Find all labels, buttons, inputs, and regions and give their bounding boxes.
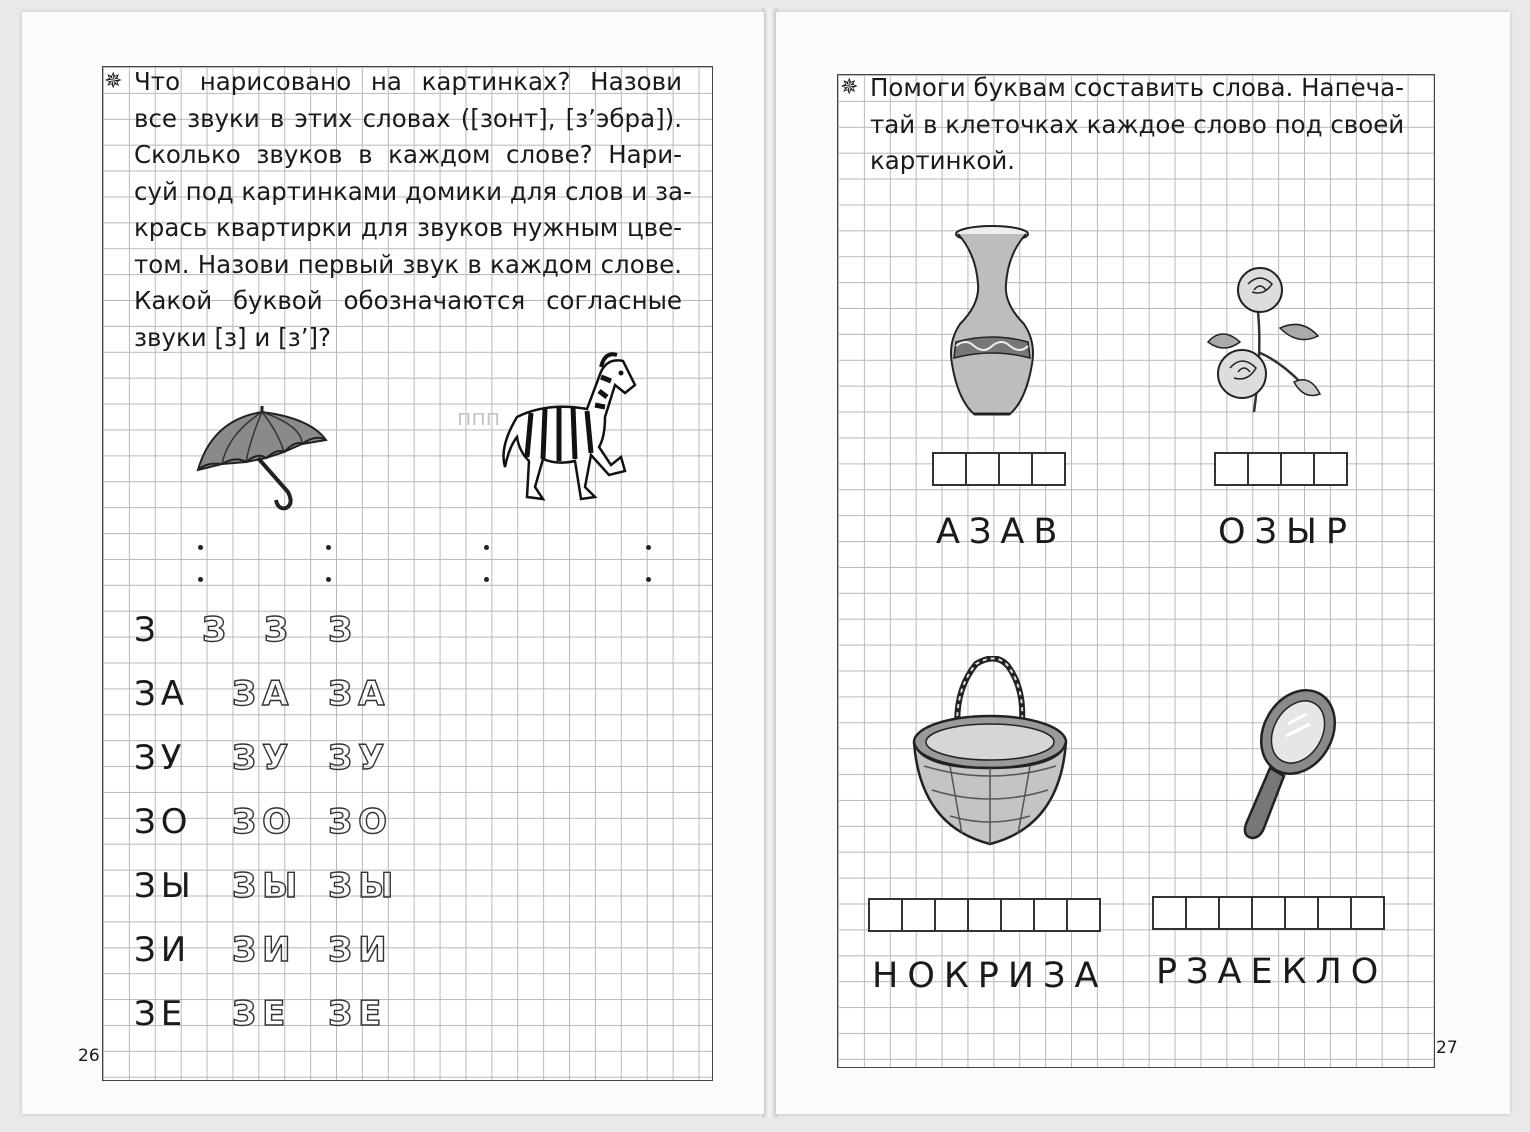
right-task (840, 70, 1405, 180)
letter-box[interactable] (1280, 452, 1315, 486)
task-line: Какой буквой обозначаются согласные (134, 286, 682, 315)
guide-dot (484, 545, 489, 550)
letter-box[interactable] (1066, 898, 1101, 932)
model-letters: З (134, 610, 161, 650)
guide-dot (484, 577, 489, 582)
scrambled-word: АЗАВ (936, 512, 1067, 552)
scrambled-word: РЗАЕКЛО (1156, 952, 1388, 992)
model-letters: ЗЫ (134, 866, 196, 906)
letter-box[interactable] (1185, 896, 1220, 930)
trace-letters: ЗИ (328, 930, 393, 970)
letter-box[interactable] (1000, 898, 1035, 932)
trace-letters: ЗЕ (328, 994, 388, 1034)
rose-picture (1202, 262, 1332, 422)
trace-letters: З (202, 610, 233, 650)
trace-letters: ЗЫ (328, 866, 400, 906)
task-line: суй под картинками домики для слов и за- (134, 176, 692, 206)
task-line: крась квартирки для звуков нужным цве- (134, 213, 682, 242)
zebra-picture (487, 347, 642, 507)
right-page (776, 12, 1510, 1114)
letter-box[interactable] (967, 898, 1002, 932)
model-letters: ЗА (134, 674, 190, 714)
trace-letters: ЗИ (232, 930, 297, 970)
vase-picture (946, 224, 1038, 420)
trace-letters: З (264, 610, 295, 650)
answer-boxes[interactable] (1216, 452, 1348, 486)
task-line: Что нарисовано на картинках? Назови (134, 67, 682, 96)
show-through-text: ппп (457, 406, 501, 431)
answer-boxes[interactable] (870, 898, 1101, 932)
letter-box[interactable] (1284, 896, 1319, 930)
letter-box[interactable] (1317, 896, 1352, 930)
task-line: тай в клеточках каждое слово под своей (870, 109, 1405, 139)
trace-letters: ЗУ (232, 738, 295, 778)
task-line: Сколько звуков в каждом слове? Нари- (134, 140, 682, 169)
answer-boxes[interactable] (934, 452, 1066, 486)
letter-box[interactable] (1214, 452, 1249, 486)
task-line: все звуки в этих словах ([зонт], [з’эбра]). (134, 103, 682, 133)
task-line: звуки [з] и [з’]? (134, 322, 332, 352)
letter-box[interactable] (965, 452, 1000, 486)
trace-letters: З (328, 610, 359, 650)
letter-box[interactable] (1251, 896, 1286, 930)
scrambled-word: НОКРИЗА (872, 956, 1108, 996)
letter-box[interactable] (901, 898, 936, 932)
page-number: 27 (1436, 1038, 1458, 1058)
letter-box[interactable] (1033, 898, 1068, 932)
guide-dot (198, 545, 203, 550)
trace-letters: ЗА (328, 674, 391, 714)
mirror-picture (1234, 684, 1344, 844)
star-icon: ✵ (104, 69, 123, 94)
letter-box[interactable] (1350, 896, 1385, 930)
model-letters: ЗУ (134, 738, 187, 778)
model-letters: ЗЕ (134, 994, 188, 1034)
letter-box[interactable] (868, 898, 903, 932)
letter-box[interactable] (932, 452, 967, 486)
task-line: том. Назови первый звук в каждом слове. (134, 249, 682, 279)
basket-picture (910, 656, 1072, 852)
scrambled-word: ОЗЫР (1218, 512, 1356, 552)
trace-letters: ЗО (232, 802, 298, 842)
trace-letters: ЗУ (328, 738, 391, 778)
answer-boxes[interactable] (1154, 896, 1385, 930)
guide-dot (646, 545, 651, 550)
star-icon: ✵ (840, 75, 859, 100)
guide-dot (326, 545, 331, 550)
letter-box[interactable] (934, 898, 969, 932)
trace-letters: ЗЕ (232, 994, 292, 1034)
guide-dot (198, 577, 203, 582)
left-page (22, 12, 764, 1114)
letter-box[interactable] (1218, 896, 1253, 930)
letter-box[interactable] (1247, 452, 1282, 486)
task-line: Помоги буквам составить слова. Напеча- (870, 73, 1404, 102)
model-letters: ЗО (134, 802, 193, 842)
trace-letters: ЗЫ (232, 866, 304, 906)
guide-dot (326, 577, 331, 582)
page-number: 26 (78, 1046, 100, 1066)
task-line: картинкой. (870, 146, 1016, 175)
trace-letters: ЗО (328, 802, 394, 842)
trace-letters: ЗА (232, 674, 295, 714)
guide-dot (646, 577, 651, 582)
umbrella-picture (192, 400, 332, 512)
letter-box[interactable] (998, 452, 1033, 486)
left-task (104, 64, 692, 356)
model-letters: ЗИ (134, 930, 192, 970)
letter-box[interactable] (1152, 896, 1187, 930)
letter-box[interactable] (1031, 452, 1066, 486)
letter-box[interactable] (1313, 452, 1348, 486)
